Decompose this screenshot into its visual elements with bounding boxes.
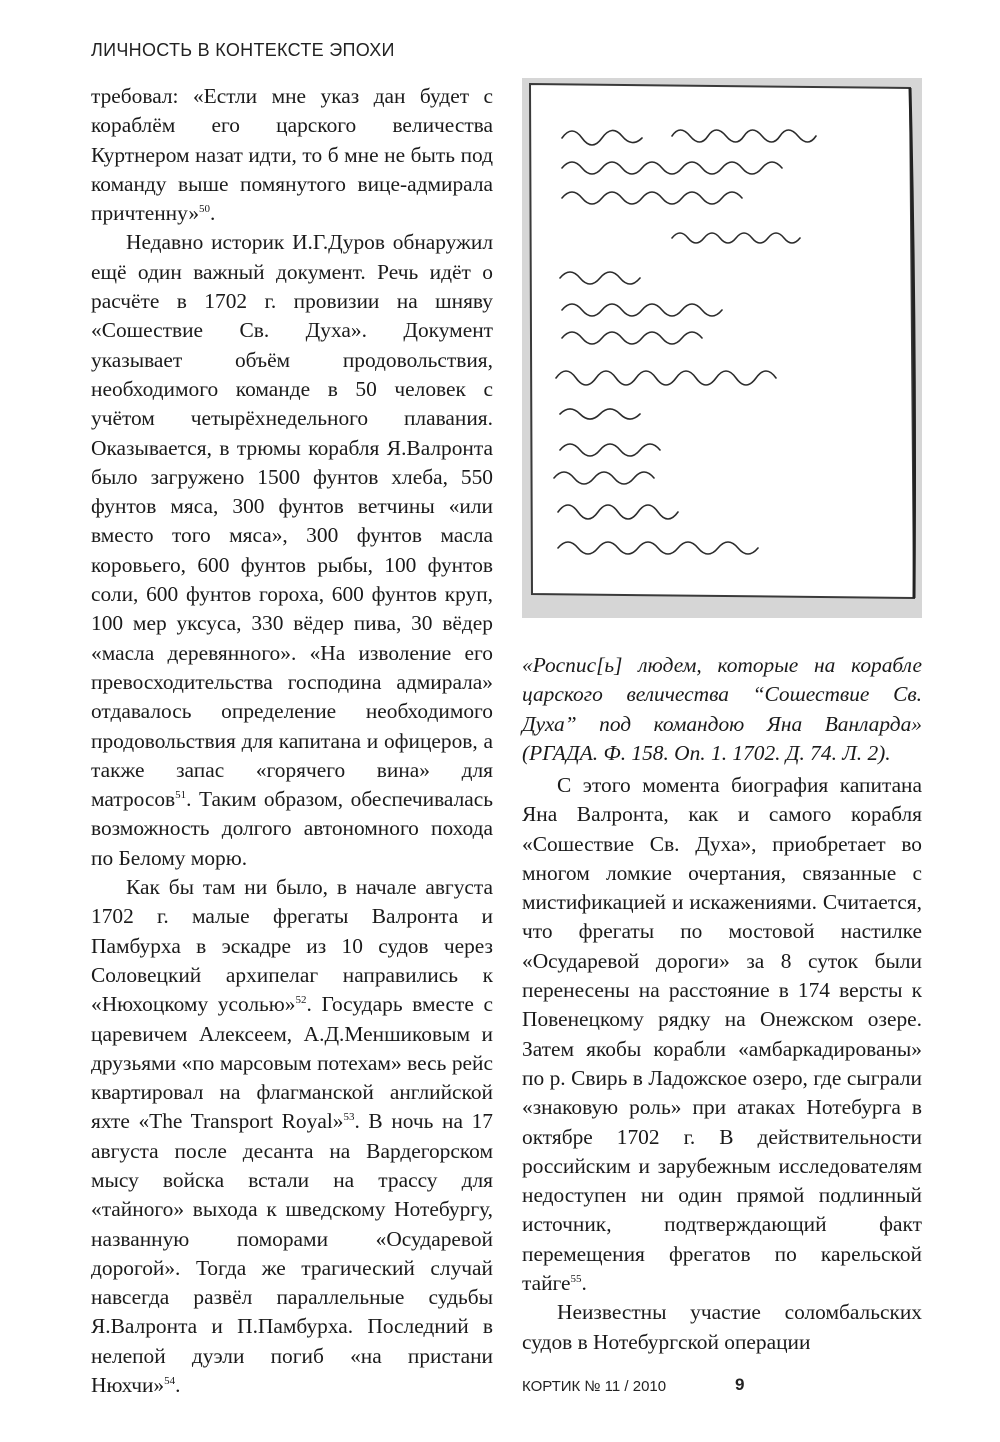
footnote-ref[interactable]: 52	[295, 994, 307, 1007]
footnote-ref[interactable]: 54	[164, 1374, 176, 1387]
paragraph: Как бы там ни было, в начале августа 1702 г. малые фрегаты Валронта и Памбурха в эскадре из 10 судов через Соловецкий архипелаг направились к «Нюхоцкому усолью»$^{52}$. Государь вместе с царевичем Алексеем, А.Д.Меншиковым и друзьями «по марсовым потехам» весь рейс квартировал на флагманской английской яхте «The Transport Royal»$^{53}$. В ночь на 17 августа после десанта на Вардегорском мысу войска встали на трассу для «тайного» выхода к шведскому Нотебургу, названную поморами «Осударевой дорогой». Тогда же трагический случай навсегда развёл параллельные судьбы Я.Валронта и П.Памбурха. Последний в нелепой дуэли погиб «на пристани Нюхчи»$^{54}$.	[91, 875, 493, 1398]
figure-caption: «Роспис[ь] людем, которые на корабле царского величества “Сошествие Св. Духа” под командою Яна Ванларда» (РГАДА. Ф. 158. Оп. 1. 1702. Д. 74. Л. 2).	[522, 653, 922, 765]
paragraph: С этого момента биография капитана Яна Валронта, как и самого корабля «Сошествие Св. Духа», приобретает во многом ломкие очертания, связанные с мистификацией и искажениями. Считается, что фрегаты по мостовой настилке «Осударевой дороги» за 8 суток были перенесены на расстояние в 174 версты к Повенецкому рядку на Онежском озере. Затем якобы корабли «амбаркадированы» по р. Свирь в Ладожское озеро, где сыграли «знаковую роль» при атаках Нотебурга в октябре 1702 г. В действительности российским и зарубежным исследователям недоступен ни один прямой подлинный источник, подтверждающий факт перемещения фрегатов по карельской тайге$^{55}$.	[522, 773, 922, 1296]
paragraph: Неизвестны участие соломбальских судов в Нотебургской операции	[522, 1300, 922, 1354]
paragraph: требовал: «Естли мне указ дан будет с кораблём его царского величества Куртнером назат идти, то б мне не быть под команду выше помянутого вице-адмирала причтенну»$^{50}$.	[91, 84, 493, 226]
page-number: 9	[735, 1375, 745, 1394]
magazine-footer: КОРТИК № 11 / 2010	[522, 1378, 667, 1395]
left-column	[91, 82, 493, 1400]
right-column	[522, 771, 922, 1357]
paragraph: Недавно историк И.Г.Дуров обнаружил ещё один важный документ. Речь идёт о расчёте в 1702 г. провизии на шняву «Сошествие Св. Духа». Документ указывает объём продовольствия, необходимого команде в 50 человек с учётом четырёхнедельного плавания. Оказывается, в трюмы корабля Я.Валронта было загружено 1500 фунтов хлеба, 550 фунтов мяса, 300 фунтов ветчины «или вместо того мяса», 300 фунтов масла коровьего, 600 фунтов рыбы, 100 фунтов соли, 600 фунтов гороха, 600 фунтов круп, 100 мер уксуса, 330 вёдер пива, 30 вёдер «масла деревянного». «На изволение его превосходительства господина адмирала» отдавалось определение необходимого продовольствия для капитана и офицеров, а также запас «горячего вина» для матросов$^{51}$. Таким образом, обеспечивалась возможность долгого автономного похода по Белому морю.	[91, 230, 493, 870]
footnote-ref[interactable]: 55	[570, 1272, 582, 1285]
manuscript-drawing	[522, 78, 922, 618]
footnote-ref[interactable]: 51	[175, 789, 187, 801]
footnote-ref[interactable]: 50	[199, 203, 211, 216]
manuscript-image	[522, 78, 922, 618]
running-head: ЛИЧНОСТЬ В КОНТЕКСТЕ ЭПОХИ	[91, 40, 395, 60]
footnote-ref[interactable]: 53	[343, 1111, 355, 1124]
